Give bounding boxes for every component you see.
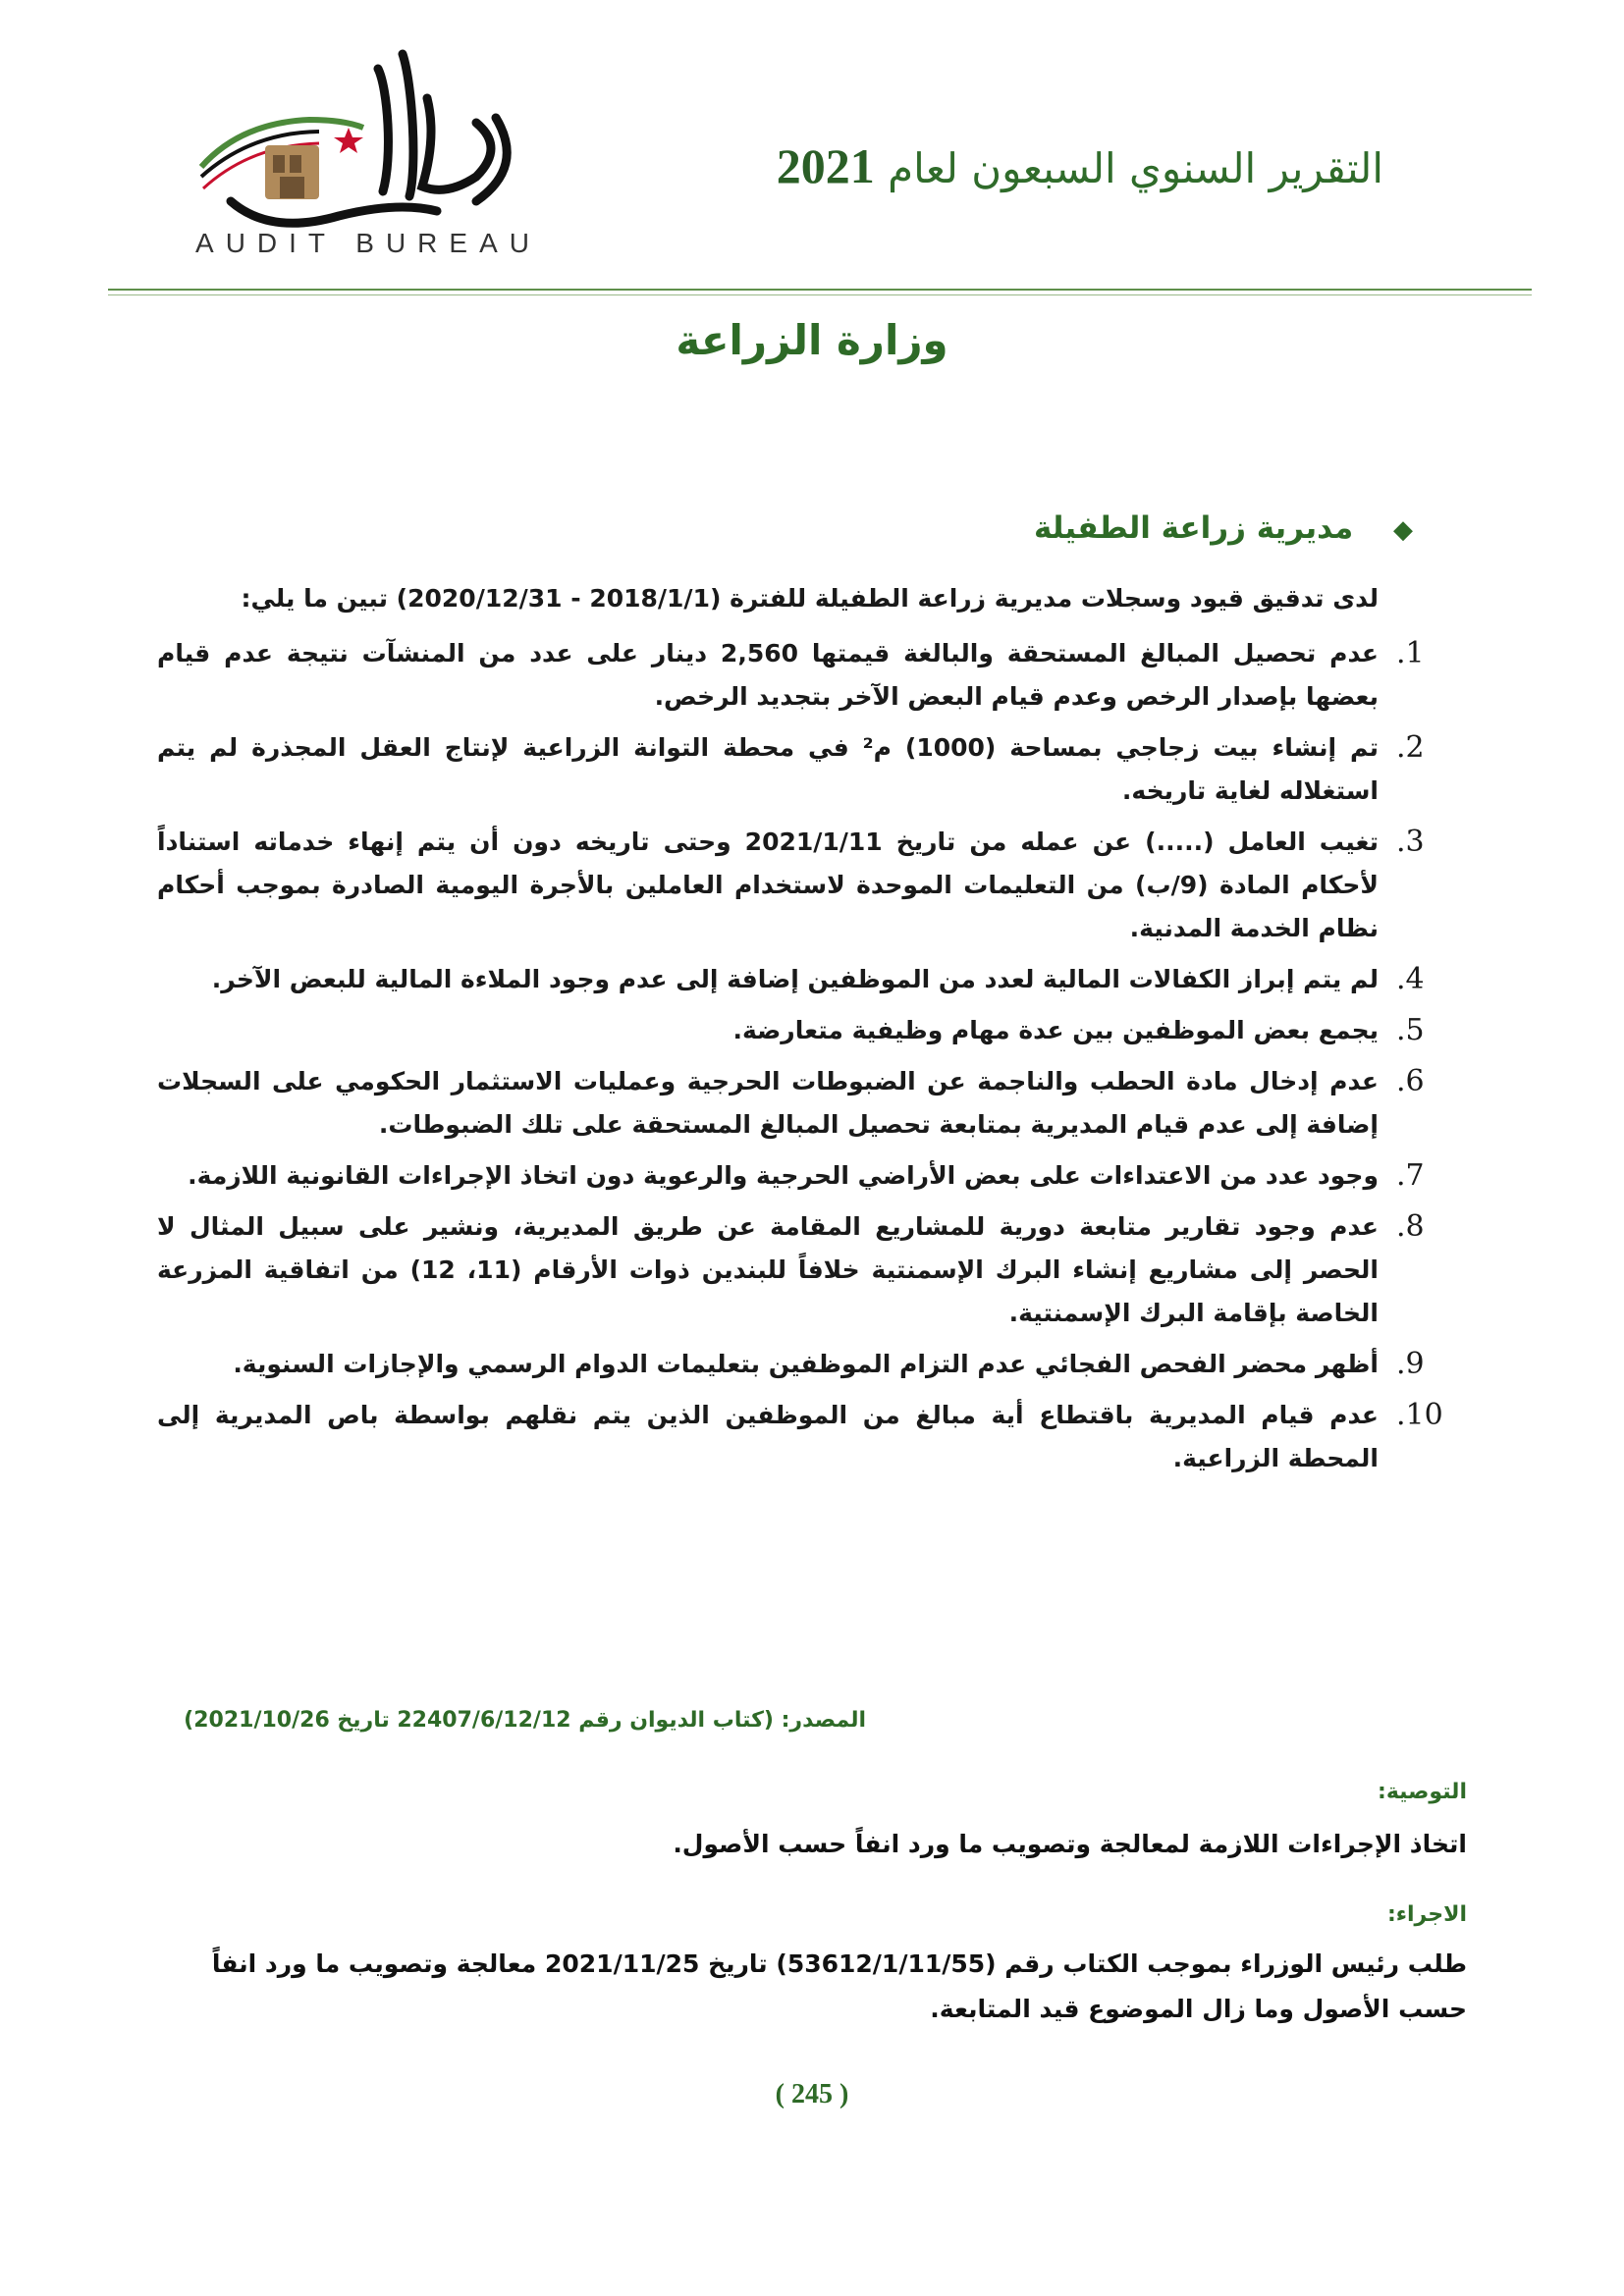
action-text: طلب رئيس الوزراء بموجب الكتاب رقم (53612/1/11/55) تاريخ 2021/11/25 معالجة وتصويب ما ورد انفاً حسب الأصول وما زال الموضوع قيد المتابعة. (211, 1949, 1467, 2023)
report-title (777, 137, 1383, 194)
audit-bureau-logo (182, 29, 555, 255)
list-item (157, 1343, 1425, 1386)
diamond-bullet-icon: ◆ (1393, 515, 1413, 545)
logo-english-text: AUDIT BUREAU (195, 228, 541, 258)
intro-paragraph: لدى تدقيق قيود وسجلات مديرية زراعة الطفيلة للفترة (2018/1/1 - 2020/12/31) تبين ما يلي: (241, 584, 1379, 613)
findings-list (157, 632, 1443, 1480)
item-number: 5. (1396, 1013, 1425, 1047)
report-title-text: التقرير السنوي السبعون لعام (888, 144, 1383, 192)
header-divider-thin (108, 294, 1532, 295)
list-item (157, 1154, 1425, 1198)
page-header (0, 0, 1624, 304)
item-text: عدم وجود تقارير متابعة دورية للمشاريع المقامة عن طريق المديرية، ونشير على سبيل المثال لا الحصر إلى مشاريع إنشاء البرك الإسمنتية خلافاً للبندين ذوات الأرقام (11، 12) من اتفاقية المزرعة الخاصة بإقامة البرك الإسمنتية. (157, 1212, 1379, 1327)
item-text: عدم إدخال مادة الحطب والناجمة عن الضبوطات الحرجية وعمليات الاستثمار الحكومي على السجلات إضافة إلى عدم قيام المديرية بمتابعة تحصيل المبالغ المستحقة على تلك الضبوطات. (157, 1067, 1379, 1139)
item-number: 6. (1396, 1064, 1425, 1098)
item-text: أظهر محضر الفحص الفجائي عدم التزام الموظفين بتعليمات الدوام الرسمي والإجازات السنوية. (233, 1350, 1379, 1378)
recommendation-heading: التوصية: (1378, 1780, 1467, 1804)
item-number: 2. (1396, 730, 1425, 765)
report-year: 2021 (776, 138, 875, 193)
item-text: تم إنشاء بيت زجاجي بمساحة (1000) م² في محطة التوانة الزراعية لإنتاج العقل المجذرة لم يتم استغلاله لغاية تاريخه. (157, 733, 1380, 805)
list-item (157, 821, 1425, 950)
item-text: وجود عدد من الاعتداءات على بعض الأراضي الحرجية والرعوية دون اتخاذ الإجراءات القانونية اللازمة. (188, 1161, 1379, 1190)
section-title: مديرية زراعة الطفيلة (1033, 510, 1354, 546)
page-number: ( 245 ) (775, 2079, 849, 2109)
header-divider (108, 289, 1532, 291)
item-number: 7. (1396, 1158, 1425, 1193)
item-text: عدم تحصيل المبالغ المستحقة والبالغة قيمتها 2,560 دينار على عدد من المنشآت نتيجة عدم قيام بعضها بإصدار الرخص وعدم قيام البعض الآخر بتجديد الرخص. (157, 639, 1380, 711)
item-text: عدم قيام المديرية باقتطاع أية مبالغ من الموظفين الذين يتم نقلهم بواسطة باص المديرية إلى المحطة الزراعية. (157, 1401, 1379, 1472)
list-item (157, 632, 1425, 719)
action-heading: الاجراء: (1386, 1902, 1467, 1927)
ministry-title: وزارة الزراعة (676, 316, 948, 364)
findings-content (157, 577, 1443, 1488)
list-item (157, 958, 1425, 1001)
source-citation: المصدر: (كتاب الديوان رقم 22407/6/12/12 تاريخ 2021/10/26) (184, 1708, 866, 1733)
item-number: 8. (1396, 1209, 1425, 1244)
item-text: يجمع بعض الموظفين بين عدة مهام وظيفية متعارضة. (732, 1016, 1379, 1044)
recommendation-text: اتخاذ الإجراءات اللازمة لمعالجة وتصويب ما ورد انفاً حسب الأصول. (673, 1830, 1467, 1858)
list-item (157, 1009, 1425, 1052)
item-text: لم يتم إبراز الكفالات المالية لعدد من الموظفين إضافة إلى عدم وجود الملاءة المالية للبعض الآخر. (211, 965, 1379, 993)
item-number: 3. (1396, 825, 1425, 859)
item-number: 9. (1396, 1347, 1425, 1381)
item-number: 1. (1396, 636, 1425, 670)
item-text: تغيب العامل (.....) عن عمله من تاريخ 2021/1/11 وحتى تاريخه دون أن يتم إنهاء خدماته استناداً لأحكام المادة (9/ب) من التعليمات الموحدة لاستخدام العاملين بالأجرة اليومية الصادرة بموجب أحكام نظام الخدمة المدنية. (157, 828, 1379, 942)
list-item (157, 1394, 1443, 1480)
list-item (157, 726, 1425, 813)
list-item (157, 1205, 1425, 1335)
item-number: 10. (1396, 1398, 1443, 1432)
section-heading (1034, 510, 1413, 546)
list-item (157, 1060, 1425, 1147)
item-number: 4. (1396, 962, 1425, 996)
